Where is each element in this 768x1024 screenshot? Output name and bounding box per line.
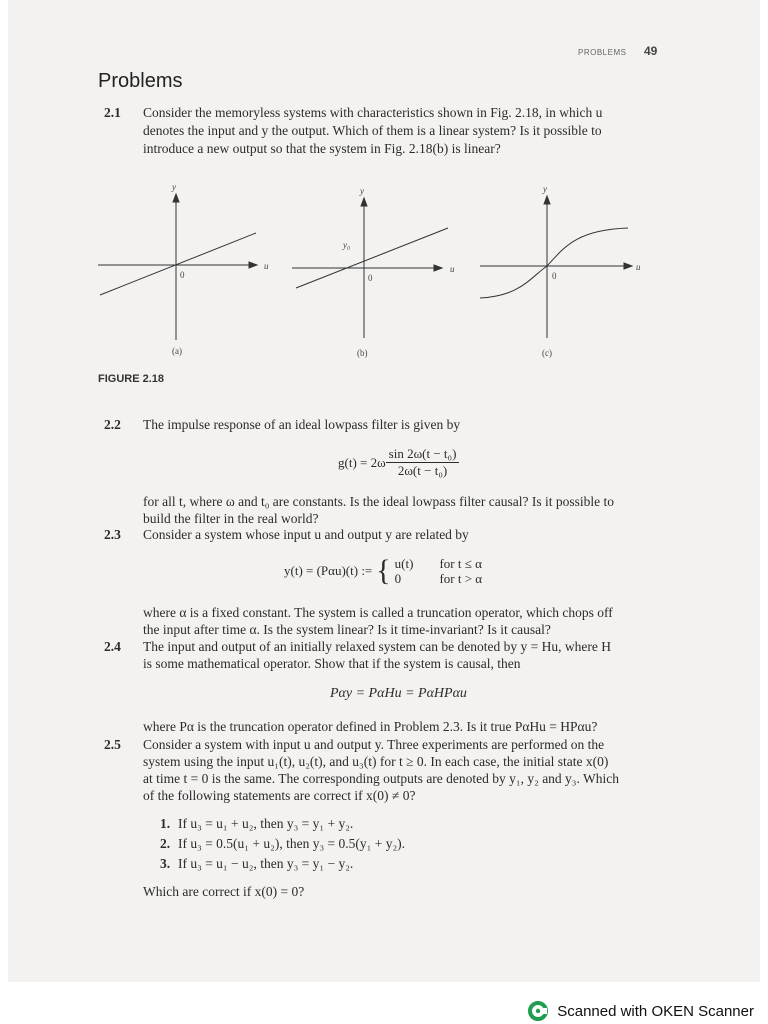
oken-scanner-logo-icon xyxy=(527,1000,549,1022)
equation-numerator: sin 2ω(t − t₀) xyxy=(386,446,460,463)
equation-impulse-response xyxy=(338,446,459,479)
problem-text-line: The impulse response of an ideal lowpass filter is given by xyxy=(143,417,461,432)
y-axis-label: y xyxy=(172,182,176,192)
problem-text-line: the input after time α. Is the system linear? Is it time-invariant? Is it causal? xyxy=(143,622,551,637)
origin-label: 0 xyxy=(180,270,185,280)
brace: { xyxy=(376,554,391,587)
list-item-number: 2. xyxy=(160,836,171,851)
y-axis-label: y xyxy=(360,186,364,196)
equation-lhs: g(t) = 2ω xyxy=(338,454,386,470)
list-item: If u₃ = u₁ + u₂, then y₃ = y₁ + y₂. xyxy=(178,816,354,831)
scanner-watermark xyxy=(527,1000,754,1022)
problem-number: 2.2 xyxy=(104,417,121,432)
list-item: If u₃ = 0.5(u₁ + u₂), then y₃ = 0.5(y₁ + y₂). xyxy=(178,836,406,851)
problem-number: 2.3 xyxy=(104,527,121,542)
equation-causality: Pαy = PαHu = PαHPαu xyxy=(330,686,467,701)
list-item: If u₃ = u₁ − u₂, then y₃ = y₁ − y₂. xyxy=(178,856,354,871)
problem-text-line: The input and output of an initially relaxed system can be denoted by y = Hu, where H xyxy=(143,639,611,654)
scanner-text: Scanned with OKEN Scanner xyxy=(557,1002,754,1020)
problem-text-line: build the filter in the real world? xyxy=(143,511,319,526)
equation-fraction xyxy=(386,446,460,479)
section-title: Problems xyxy=(98,70,183,92)
equation-denominator: 2ω(t − t₀) xyxy=(397,463,448,478)
y-axis-label: y xyxy=(543,184,547,194)
panel-label-c: (c) xyxy=(542,348,552,358)
list-item-number: 1. xyxy=(160,816,171,831)
problem-text-line: Consider a system with input u and output y. Three experiments are performed on the xyxy=(143,737,605,752)
origin-label: 0 xyxy=(552,271,557,281)
panel-label-a: (a) xyxy=(172,346,182,356)
problem-text-line: where Pα is the truncation operator defined in Problem 2.3. Is it true PαHu = HPαu? xyxy=(143,719,598,734)
case-condition: for t ≤ α xyxy=(439,556,482,571)
problem-number: 2.5 xyxy=(104,737,121,752)
problem-text-line: of the following statements are correct if x(0) ≠ 0? xyxy=(143,788,416,803)
problem-text-line: Consider a system whose input u and output y are related by xyxy=(143,527,469,542)
x-axis-label: u xyxy=(636,262,641,272)
x-axis-label: u xyxy=(264,261,269,271)
problem-text-line: for all t, where ω and t₀ are constants. Is the ideal lowpass filter causal? Is it possible to xyxy=(143,494,614,509)
figure-caption: FIGURE 2.18 xyxy=(98,373,165,385)
figure-panel-b xyxy=(292,198,448,338)
problem-text-line: system using the input u₁(t), u₂(t), and u₃(t) for t ≥ 0. In each case, the initial state x(0) xyxy=(143,754,609,769)
intercept-label: y₀ xyxy=(343,240,351,250)
equation-lhs: y(t) = (Pαu)(t) := xyxy=(284,563,373,578)
x-axis-label: u xyxy=(450,264,455,274)
equation-truncation xyxy=(284,556,482,586)
problem-text-line: Consider the memoryless systems with characteristics shown in Fig. 2.18, in which u xyxy=(143,105,603,120)
origin-label: 0 xyxy=(368,273,373,283)
problem-closing-question: Which are correct if x(0) = 0? xyxy=(143,884,305,899)
list-item-number: 3. xyxy=(160,856,171,871)
problem-text-line: introduce a new output so that the system in Fig. 2.18(b) is linear? xyxy=(143,141,501,156)
problem-text-line: is some mathematical operator. Show that if the system is causal, then xyxy=(143,656,521,671)
problem-text-line: denotes the input and y the output. Which of them is a linear system? Is it possible to xyxy=(143,123,602,138)
case-value: u(t) xyxy=(394,556,414,571)
problem-text-line: where α is a fixed constant. The system is called a truncation operator, which chops off xyxy=(143,605,613,620)
problem-number: 2.4 xyxy=(104,639,121,654)
figure-panel-c xyxy=(480,196,632,338)
case-condition: for t > α xyxy=(439,571,483,586)
case-value: 0 xyxy=(394,571,402,586)
page-number: 49 xyxy=(644,44,658,58)
problem-text-line: at time t = 0 is the same. The corresponding outputs are denoted by y₁, y₂ and y₃. Which xyxy=(143,771,620,786)
problem-number: 2.1 xyxy=(104,105,121,120)
figure-2-18 xyxy=(0,178,768,378)
running-head: PROBLEMS xyxy=(578,48,627,57)
panel-label-b: (b) xyxy=(357,348,368,358)
figure-panel-a xyxy=(98,194,257,340)
